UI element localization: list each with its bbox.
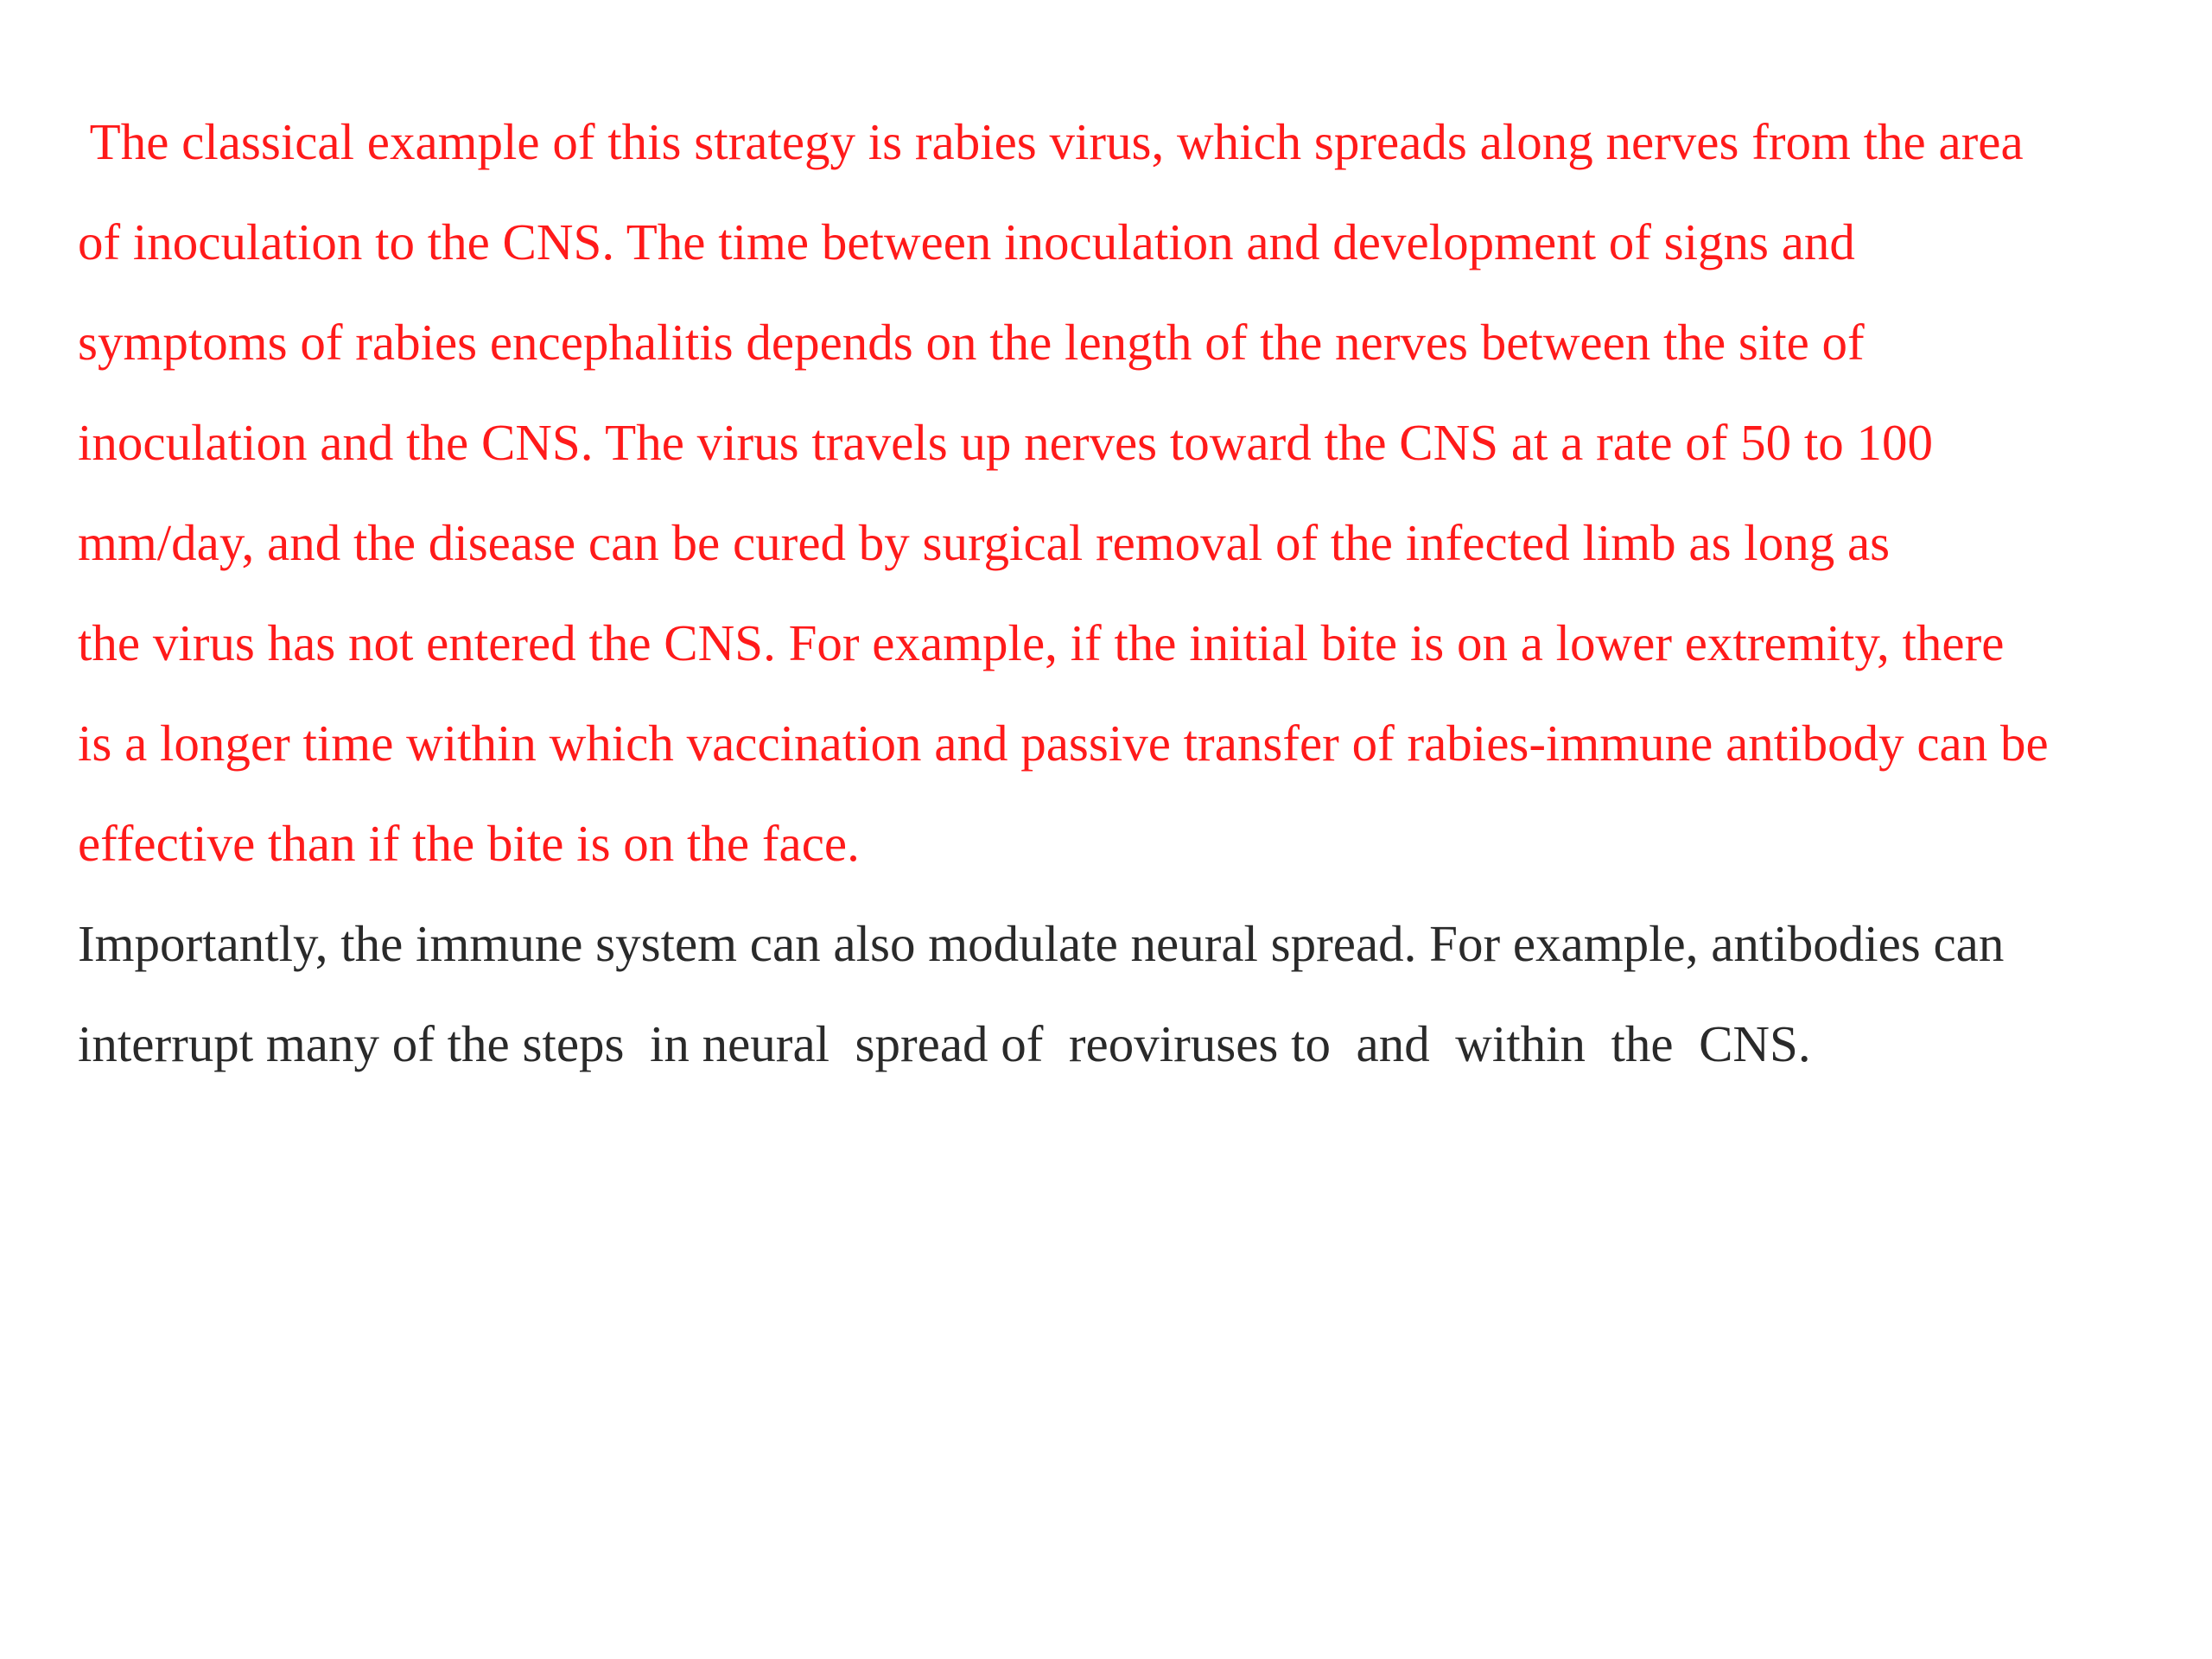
text-line: of inoculation to the CNS. The time between inoculation and development of signs and — [78, 213, 1855, 270]
text-line: is a longer time within which vaccination and passive transfer of rabies-immune antibody can be — [78, 715, 2049, 772]
text-line: mm/day, and the disease can be cured by surgical removal of the infected limb as long as — [78, 514, 1891, 571]
text-line: effective than if the bite is on the face. — [78, 815, 860, 872]
text-body — [78, 92, 2169, 1094]
text-line: the virus has not entered the CNS. For example, if the initial bite is on a lower extremity, there — [78, 614, 2005, 671]
rabies-paragraph — [78, 92, 2169, 893]
text-line: The classical example of this strategy is rabies virus, which spreads along nerves from the area — [78, 113, 2024, 170]
text-line: Importantly, the immune system can also modulate neural spread. For example, antibodies can — [78, 915, 2005, 972]
text-line: symptoms of rabies encephalitis depends on the length of the nerves between the site of — [78, 314, 1865, 371]
text-line: inoculation and the CNS. The virus travels up nerves toward the CNS at a rate of 50 to 100 — [78, 414, 1934, 471]
text-line: interrupt many of the steps in neural spread of reoviruses to and within the CNS. — [78, 1015, 1811, 1072]
immune-paragraph — [78, 893, 2169, 1094]
